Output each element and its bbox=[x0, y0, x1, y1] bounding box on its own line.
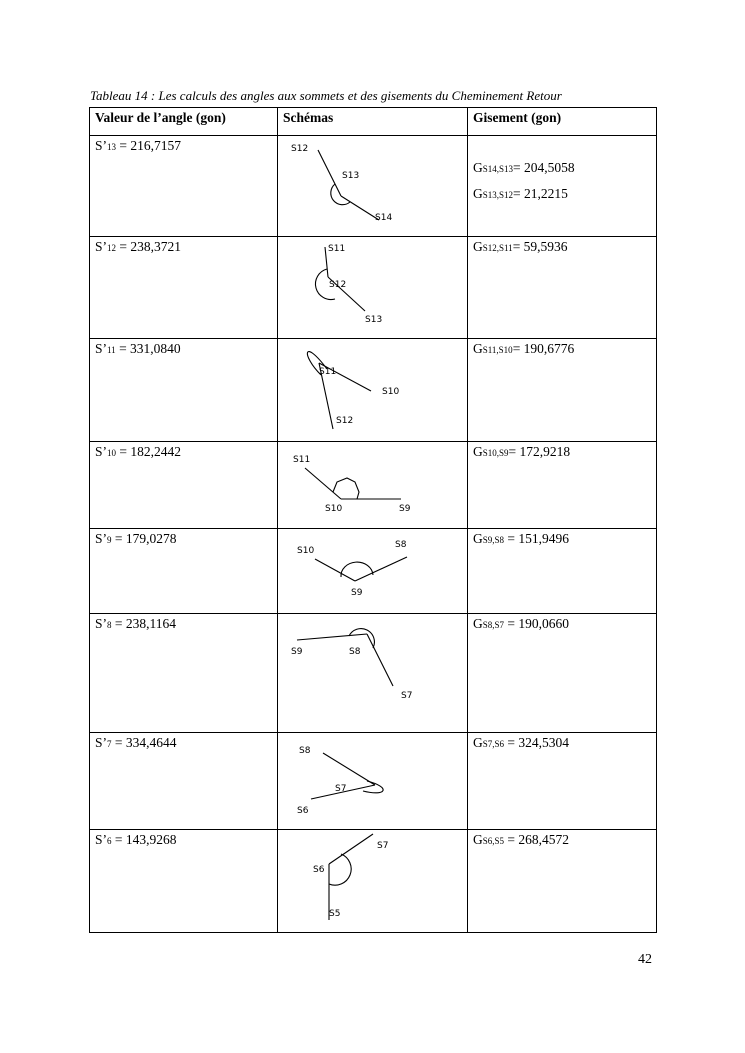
svg-text:S6: S6 bbox=[297, 806, 309, 816]
gisement-cell: GS14,S13= 204,5058 GS13,S12= 21,2215 bbox=[468, 136, 657, 237]
schema-s11 bbox=[283, 341, 471, 439]
schema-cell bbox=[278, 237, 468, 339]
header-gisement: Gisement (gon) bbox=[468, 108, 657, 136]
angle-cell: S’8 = 238,1164 bbox=[90, 614, 278, 733]
svg-text:S12: S12 bbox=[291, 144, 309, 154]
angle-cell: S’9 = 179,0278 bbox=[90, 529, 278, 614]
table-row bbox=[90, 136, 657, 237]
angles-table bbox=[89, 107, 657, 933]
table-row bbox=[90, 614, 657, 733]
svg-text:S5: S5 bbox=[329, 909, 341, 919]
angle-cell: S’7 = 334,4644 bbox=[90, 733, 278, 830]
svg-text:S10: S10 bbox=[382, 387, 400, 397]
svg-text:S12: S12 bbox=[329, 280, 347, 290]
gisement-cell: GS6,S5 = 268,4572 bbox=[468, 830, 657, 933]
schema-cell bbox=[278, 442, 468, 529]
gisement-cell: GS8,S7 = 190,0660 bbox=[468, 614, 657, 733]
svg-text:S8: S8 bbox=[395, 540, 407, 550]
angle-cell: S’6 = 143,9268 bbox=[90, 830, 278, 933]
table-caption: Tableau 14 : Les calculs des angles aux sommets et des gisements du Cheminement Retour bbox=[90, 88, 562, 103]
table-row bbox=[90, 339, 657, 442]
schema-s7 bbox=[283, 735, 471, 827]
svg-text:S10: S10 bbox=[297, 546, 315, 556]
gisement-cell: GS9,S8 = 151,9496 bbox=[468, 529, 657, 614]
schema-cell bbox=[278, 339, 468, 442]
svg-text:S6: S6 bbox=[313, 865, 325, 875]
gisement-cell: GS11,S10= 190,6776 bbox=[468, 339, 657, 442]
svg-text:S10: S10 bbox=[325, 504, 343, 514]
table-row bbox=[90, 237, 657, 339]
svg-text:S8: S8 bbox=[349, 647, 361, 657]
angle-cell: S’10 = 182,2442 bbox=[90, 442, 278, 529]
schema-s9 bbox=[283, 531, 471, 611]
schema-cell bbox=[278, 614, 468, 733]
table-row bbox=[90, 733, 657, 830]
schema-cell bbox=[278, 136, 468, 237]
svg-text:S14: S14 bbox=[375, 213, 393, 223]
svg-text:S7: S7 bbox=[401, 691, 413, 701]
header-angle: Valeur de l’angle (gon) bbox=[90, 108, 278, 136]
svg-text:S11: S11 bbox=[328, 244, 346, 254]
schema-s10 bbox=[283, 444, 471, 526]
header-schemas: Schémas bbox=[278, 108, 468, 136]
table-row bbox=[90, 529, 657, 614]
schema-cell bbox=[278, 830, 468, 933]
schema-cell bbox=[278, 733, 468, 830]
svg-text:S11: S11 bbox=[293, 455, 311, 465]
svg-text:S7: S7 bbox=[335, 784, 347, 794]
svg-text:S9: S9 bbox=[291, 647, 303, 657]
schema-s13 bbox=[283, 138, 471, 234]
svg-text:S12: S12 bbox=[336, 416, 354, 426]
schema-s6 bbox=[283, 832, 471, 930]
svg-text:S9: S9 bbox=[399, 504, 411, 514]
svg-text:S13: S13 bbox=[365, 315, 383, 325]
gisement-cell: GS7,S6 = 324,5304 bbox=[468, 733, 657, 830]
angle-cell: S’13 = 216,7157 bbox=[90, 136, 278, 237]
gisement-cell: GS12,S11= 59,5936 bbox=[468, 237, 657, 339]
schema-s12 bbox=[283, 239, 471, 336]
page-number: 42 bbox=[638, 952, 652, 967]
svg-text:S8: S8 bbox=[299, 746, 311, 756]
angle-cell: S’11 = 331,0840 bbox=[90, 339, 278, 442]
angle-cell: S’12 = 238,3721 bbox=[90, 237, 278, 339]
svg-text:S9: S9 bbox=[351, 588, 363, 598]
svg-text:S13: S13 bbox=[342, 171, 360, 181]
table-header-row bbox=[90, 108, 657, 136]
gisement-cell: GS10,S9= 172,9218 bbox=[468, 442, 657, 529]
svg-text:S11: S11 bbox=[319, 367, 337, 377]
table-row bbox=[90, 442, 657, 529]
schema-s8 bbox=[283, 616, 471, 730]
schema-cell bbox=[278, 529, 468, 614]
table-row bbox=[90, 830, 657, 933]
svg-text:S7: S7 bbox=[377, 841, 389, 851]
